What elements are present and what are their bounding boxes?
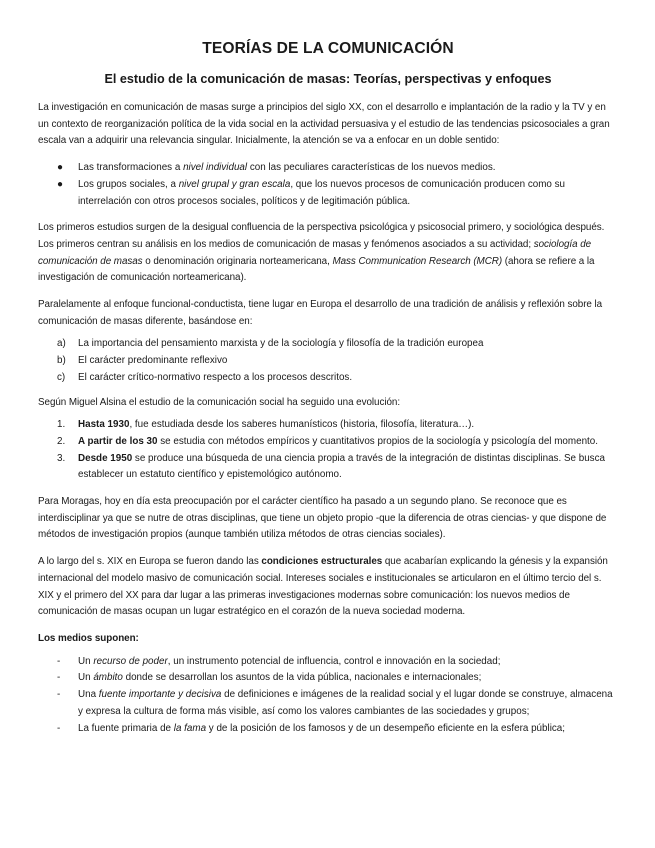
bullet-icon: ● xyxy=(57,178,64,190)
intro-paragraph: La investigación en comunicación de masas surge a principios del siglo XX, con el desarrollo e implantación de la radio y la TV y en un contexto de reorganización política de la vida social en la actividad persuasiva y el estudio de las tendencias psicosociales a gran escala van a adquirir una relevancia singular. Inicialmente, la atención se va a enfocar en un doble sentido: xyxy=(38,102,610,147)
paragraph-europe-tradition: Paralelamente al enfoque funcional-conductista, tiene lugar en Europa el desarrollo de una tradición de análisis y reflexión sobre la comunicación de masas diferente, basándose en: xyxy=(38,299,603,327)
paragraph-moragas: Para Moragas, hoy en día esta preocupación por el carácter científico ha pasado a un segundo plano. Se reconoce que es interdisciplinar ya que se nutre de otras disciplinas, que tiene un objeto propio -que la diferencia de otras ciencias- y que dispone de métodos de investigación propios (aunque también utiliza métodos de otras ciencias sociales). xyxy=(38,496,607,541)
dash-list-medios xyxy=(38,654,618,738)
numbered-list xyxy=(38,417,618,484)
bullet-icon: ● xyxy=(57,162,64,174)
bullet-list-levels xyxy=(38,160,618,210)
list-item: ● Los grupos sociales, a nivel grupal y gran escala, que los nuevos procesos de comunicación producen como su interrelación con otros procesos sociales, políticos y de legitimación pública. xyxy=(57,178,566,207)
paragraph-xix-century: A lo largo del s. XIX en Europa se fueron dando las condiciones estructurales que acabarían explicando la génesis y la expansión internacional del modelo masivo de comunicación social. Intereses sociales e institucionales se articularon en el último tercio del s. XIX y el primero del XX para dar lugar a las primeras investigaciones modernas sobre comunicación: los nuevos medios de comunicación de masas ocupan un lugar estratégico en el corazón de la nueva sociedad moderna. xyxy=(38,556,608,618)
list-item: b) El carácter predominante reflexivo xyxy=(57,355,228,367)
paragraph-alsina: Según Miguel Alsina el estudio de la comunicación social ha seguido una evolución: xyxy=(38,396,400,408)
lettered-list xyxy=(38,336,618,386)
document-subtitle: El estudio de la comunicación de masas: Teorías, perspectivas y enfoques xyxy=(104,72,552,86)
list-item: - Un recurso de poder, un instrumento potencial de influencia, control e innovación en la sociedad; xyxy=(57,655,501,667)
list-item: - Una fuente importante y decisiva de definiciones e imágenes de la realidad social y el lugar donde se construye, almacena y expresa la cultura de forma más visible, así como los valores cambiantes de las sociedades y grupos; xyxy=(57,689,613,717)
list-item: - Un ámbito donde se desarrollan los asuntos de la vida pública, nacionales e internacionales; xyxy=(57,672,482,684)
list-item: 2. A partir de los 30 se estudia con métodos empíricos y cuantitativos propios de la sociología y psicología del momento. xyxy=(57,435,598,447)
list-item: c) El carácter crítico-normativo respecto a los procesos descritos. xyxy=(57,371,353,383)
list-item: - La fuente primaria de la fama y de la posición de los famosos y de un desempeño eficiente en la esfera pública; xyxy=(57,722,566,734)
section-heading-medios: Los medios suponen: xyxy=(38,632,139,644)
list-item: ● Las transformaciones a nivel individual con las peculiares características de los nuevos medios. xyxy=(38,160,618,177)
list-item: a) La importancia del pensamiento marxista y de la sociología y filosofía de la tradición europea xyxy=(57,338,484,350)
document-page xyxy=(38,38,618,737)
list-item: 3. Desde 1950 se produce una búsqueda de una ciencia propia a través de la integración de distintas disciplinas. Se busca establecer un estatuto científico y epistemológico autónomo. xyxy=(57,452,605,481)
list-item: 1. Hasta 1930, fue estudiada desde los saberes humanísticos (historia, filosofía, literatura…). xyxy=(57,419,475,431)
document-title: TEORÍAS DE LA COMUNICACIÓN xyxy=(202,40,454,57)
paragraph-first-studies: Los primeros estudios surgen de la desigual confluencia de la perspectiva psicológica y psicosocial primero, y sociológica después. Los primeros centran su análisis en los medios de comunicación de masas y fenómenos asociados a su actividad; sociología de comunicación de masas o denominación originaria norteamericana, Mass Communication Research (MCR) (ahora se refiere a la investigación de comunicación norteamericana). xyxy=(38,222,605,284)
